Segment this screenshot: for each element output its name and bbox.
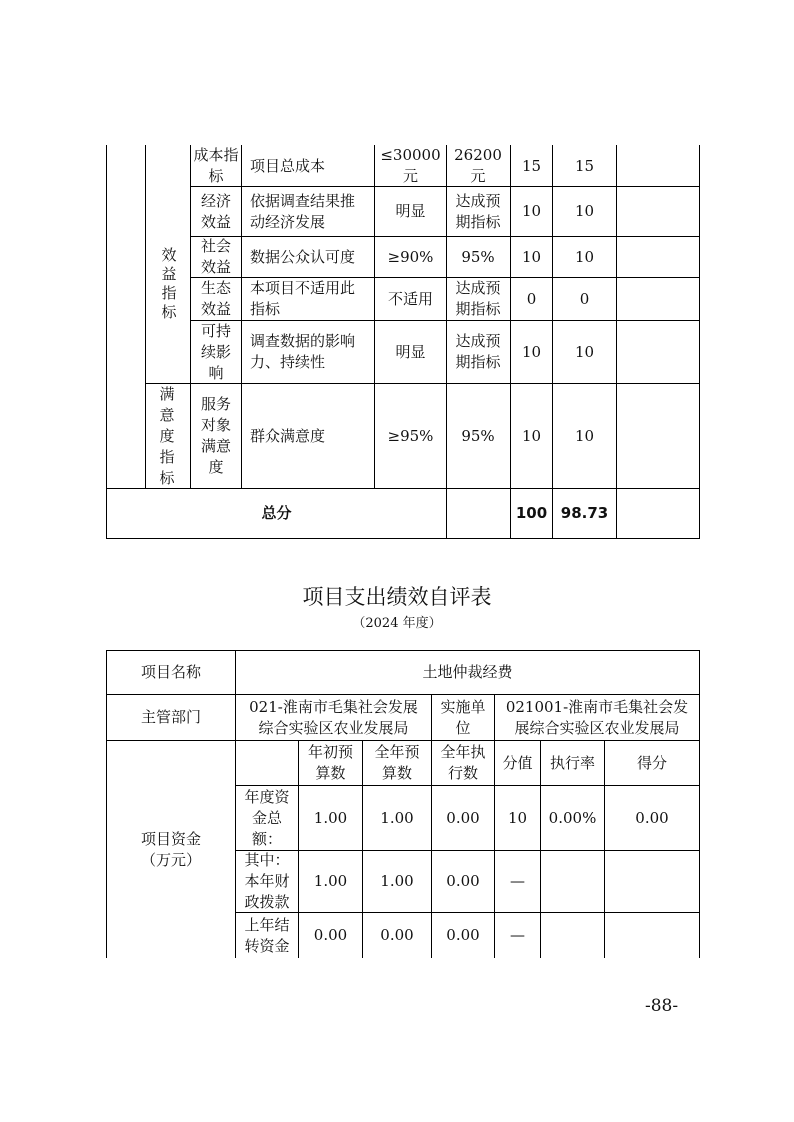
- benefit-indicator: 调查数据的影响力、持续性: [250, 332, 356, 371]
- header-score: 得分: [636, 753, 667, 772]
- benefit-subindicator: 生态效益: [200, 279, 231, 318]
- project-name-label: 项目名称: [140, 663, 201, 681]
- funds-row-rate: 0.00%: [548, 808, 597, 827]
- benefit-weight: 0: [526, 289, 537, 308]
- page-number: -88-: [645, 996, 679, 1016]
- satisfaction-subindicator: 服务对象满意度: [200, 395, 231, 476]
- benefit-note: [617, 278, 699, 320]
- funds-row-initial: 1.00: [313, 872, 348, 890]
- funds-row-rate: [541, 913, 604, 958]
- dept-label: 主管部门: [140, 708, 201, 726]
- benefit-indicator: 依据调查结果推动经济发展: [250, 191, 356, 231]
- funds-row-score: [605, 851, 699, 912]
- benefit-actual: 达成预期指标: [455, 191, 501, 231]
- page-subtitle: （2024 年度）: [352, 616, 442, 631]
- total-score: 98.73: [560, 504, 609, 522]
- satisfaction-indicator: 群众满意度: [250, 426, 326, 445]
- benefit-group-label: 效益指标: [159, 247, 178, 323]
- benefit-target: 不适用: [387, 289, 433, 308]
- benefit-actual: 达成预期指标: [455, 332, 501, 371]
- funds-row-executed: 0.00: [446, 808, 480, 827]
- page-title: 项目支出绩效自评表: [302, 585, 492, 609]
- impl-value: 021001-淮南市毛集社会发展综合实验区农业发展局: [505, 697, 689, 737]
- satisfaction-target: ≥95%: [387, 426, 434, 445]
- benefit-actual: 95%: [461, 247, 495, 266]
- funds-row-executed: 0.00: [446, 926, 480, 944]
- benefit-target: 明显: [395, 342, 426, 361]
- cost-score: 15: [574, 156, 595, 175]
- funds-row-annual: 1.00: [380, 808, 414, 827]
- satisfaction-group-label: 满意度指标: [159, 384, 175, 487]
- funds-row-executed: 0.00: [446, 872, 480, 890]
- benefit-score: 10: [574, 247, 595, 266]
- dept-value: 021-淮南市毛集社会发展综合实验区农业发展局: [249, 697, 418, 737]
- cost-indicator: 项目总成本: [250, 156, 326, 175]
- funds-row-annual: 1.00: [380, 872, 414, 890]
- benefit-subindicator: 经济效益: [200, 191, 231, 231]
- cost-subindicator: 成本指标: [193, 146, 239, 185]
- funds-row-weight: —: [510, 872, 525, 890]
- funds-row-score: [605, 913, 699, 958]
- header-executed: 全年执行数: [440, 743, 486, 782]
- benefit-score: 10: [574, 342, 595, 361]
- header-weight: 分值: [502, 753, 533, 772]
- total-weight: 100: [515, 504, 548, 522]
- impl-label: 实施单位: [440, 697, 486, 737]
- funds-row-annual: 0.00: [380, 926, 414, 944]
- benefit-score: 0: [579, 289, 590, 308]
- benefit-weight: 10: [521, 202, 542, 220]
- benefit-note: [617, 321, 699, 383]
- funds-label: 项目资金（万元）: [140, 829, 201, 869]
- benefit-weight: 10: [521, 342, 542, 361]
- benefit-subindicator: 可持续影响: [200, 321, 231, 382]
- satisfaction-note: [617, 384, 699, 488]
- header-initial-budget: 年初预算数: [307, 743, 353, 782]
- funds-row-initial: 1.00: [313, 808, 348, 827]
- benefit-indicator: 本项目不适用此指标: [250, 279, 356, 318]
- funds-row-weight: —: [510, 926, 525, 944]
- satisfaction-weight: 10: [521, 426, 542, 445]
- cost-note: [617, 147, 699, 185]
- cost-target: ≤30000元: [380, 146, 441, 185]
- funds-row-label: 其中：本年财政拨款: [244, 851, 290, 911]
- benefit-subindicator: 社会效益: [200, 237, 231, 276]
- benefit-target: 明显: [395, 202, 426, 220]
- header-annual-budget: 全年预算数: [374, 743, 420, 782]
- cost-actual: 26200元: [454, 146, 502, 185]
- satisfaction-score: 10: [574, 426, 595, 445]
- benefit-note: [617, 187, 699, 236]
- funds-row-initial: 0.00: [313, 926, 348, 944]
- benefit-target: ≥90%: [387, 247, 434, 266]
- total-label: 总分: [261, 504, 292, 522]
- cost-weight: 15: [521, 156, 542, 175]
- benefit-score: 10: [574, 202, 595, 220]
- project-name-value: 土地仲裁经费: [422, 663, 513, 681]
- funds-row-label: 年度资金总额：: [244, 787, 290, 848]
- benefit-indicator: 数据公众认可度: [250, 247, 356, 266]
- benefit-note: [617, 237, 699, 277]
- header-rate: 执行率: [549, 753, 595, 772]
- funds-row-weight: 10: [507, 808, 528, 827]
- benefit-weight: 10: [521, 247, 542, 266]
- funds-row-score: 0.00: [635, 808, 669, 827]
- satisfaction-actual: 95%: [461, 426, 495, 445]
- funds-row-rate: [541, 851, 604, 912]
- benefit-actual: 达成预期指标: [455, 279, 501, 318]
- funds-row-label: 上年结转资金: [244, 915, 290, 955]
